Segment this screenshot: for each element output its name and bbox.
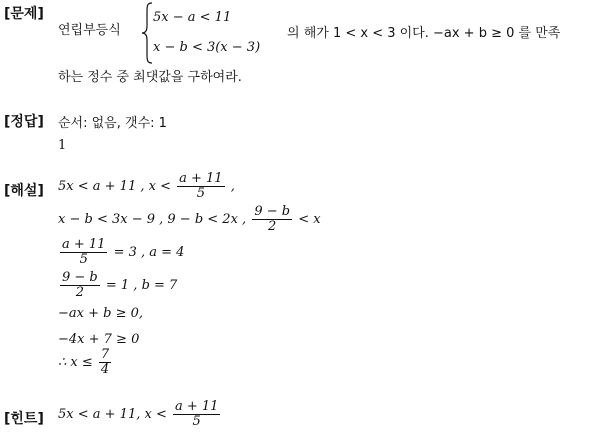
- hint-line: [58, 400, 222, 429]
- fraction-numerator: a + 11: [179, 171, 223, 186]
- solution-line-4: [58, 271, 177, 300]
- fraction-numerator: a + 11: [62, 237, 106, 252]
- solution-line-5: −ax + b ≥ 0,: [58, 306, 144, 321]
- fraction-denominator: 2: [75, 285, 85, 300]
- hint-text: 5x < a + 11, x <: [58, 407, 171, 422]
- solution-label: [해설]: [4, 183, 44, 199]
- fraction: [177, 172, 224, 201]
- fraction-numerator: 9 − b: [62, 270, 98, 285]
- fraction-denominator: 5: [192, 414, 201, 429]
- solution-line-1-text: 5x < a + 11 , x <: [58, 179, 176, 194]
- fraction-denominator: 5: [79, 252, 88, 267]
- solution-line-2-text: x − b < 3x − 9 , 9 − b < 2x ,: [58, 212, 251, 227]
- system-brace: [141, 2, 153, 68]
- answer-meta: 순서: 없음, 갯수: 1: [58, 116, 167, 131]
- problem-suffix: 의 해가 1 < x < 3 이다. −ax + b ≥ 0 를 만족: [287, 26, 561, 41]
- fraction: [99, 348, 111, 377]
- solution-line-1-tail: ,: [226, 179, 235, 194]
- system-line-1: 5x − a < 11: [153, 10, 232, 25]
- problem-line-2: 하는 정수 중 최댓값을 구하여라.: [58, 70, 242, 85]
- answer-label: [정답]: [4, 114, 44, 130]
- solution-line-3-tail: = 3 , a = 4: [109, 245, 185, 260]
- problem-prefix: 연립부등식: [58, 23, 121, 38]
- solution-line-3: [58, 238, 184, 267]
- problem-label: [문제]: [4, 6, 44, 22]
- fraction-numerator: 9 − b: [254, 204, 291, 219]
- fraction-numerator: a + 11: [174, 399, 219, 414]
- system-line-2: x − b < 3(x − 3): [153, 40, 261, 55]
- solution-line-1: [58, 172, 235, 201]
- hint-label: [힌트]: [4, 411, 44, 427]
- fraction-denominator: 5: [196, 186, 205, 201]
- solution-line-2: [58, 205, 321, 234]
- answer-value: 1: [58, 138, 67, 153]
- fraction-numerator: 7: [100, 347, 110, 362]
- fraction-denominator: 4: [100, 362, 110, 377]
- solution-line-2-tail: < x: [294, 212, 321, 227]
- fraction: [173, 400, 220, 429]
- fraction: [252, 205, 292, 234]
- solution-line-7-text: ∴ x ≤: [58, 355, 97, 370]
- solution-line-4-tail: = 1 , b = 7: [101, 278, 178, 293]
- fraction: [60, 238, 107, 267]
- fraction-denominator: 2: [268, 219, 277, 234]
- left-brace-icon: [141, 2, 153, 64]
- solution-line-7: [58, 348, 113, 377]
- solution-line-6: −4x + 7 ≥ 0: [58, 332, 140, 347]
- fraction: [60, 271, 100, 300]
